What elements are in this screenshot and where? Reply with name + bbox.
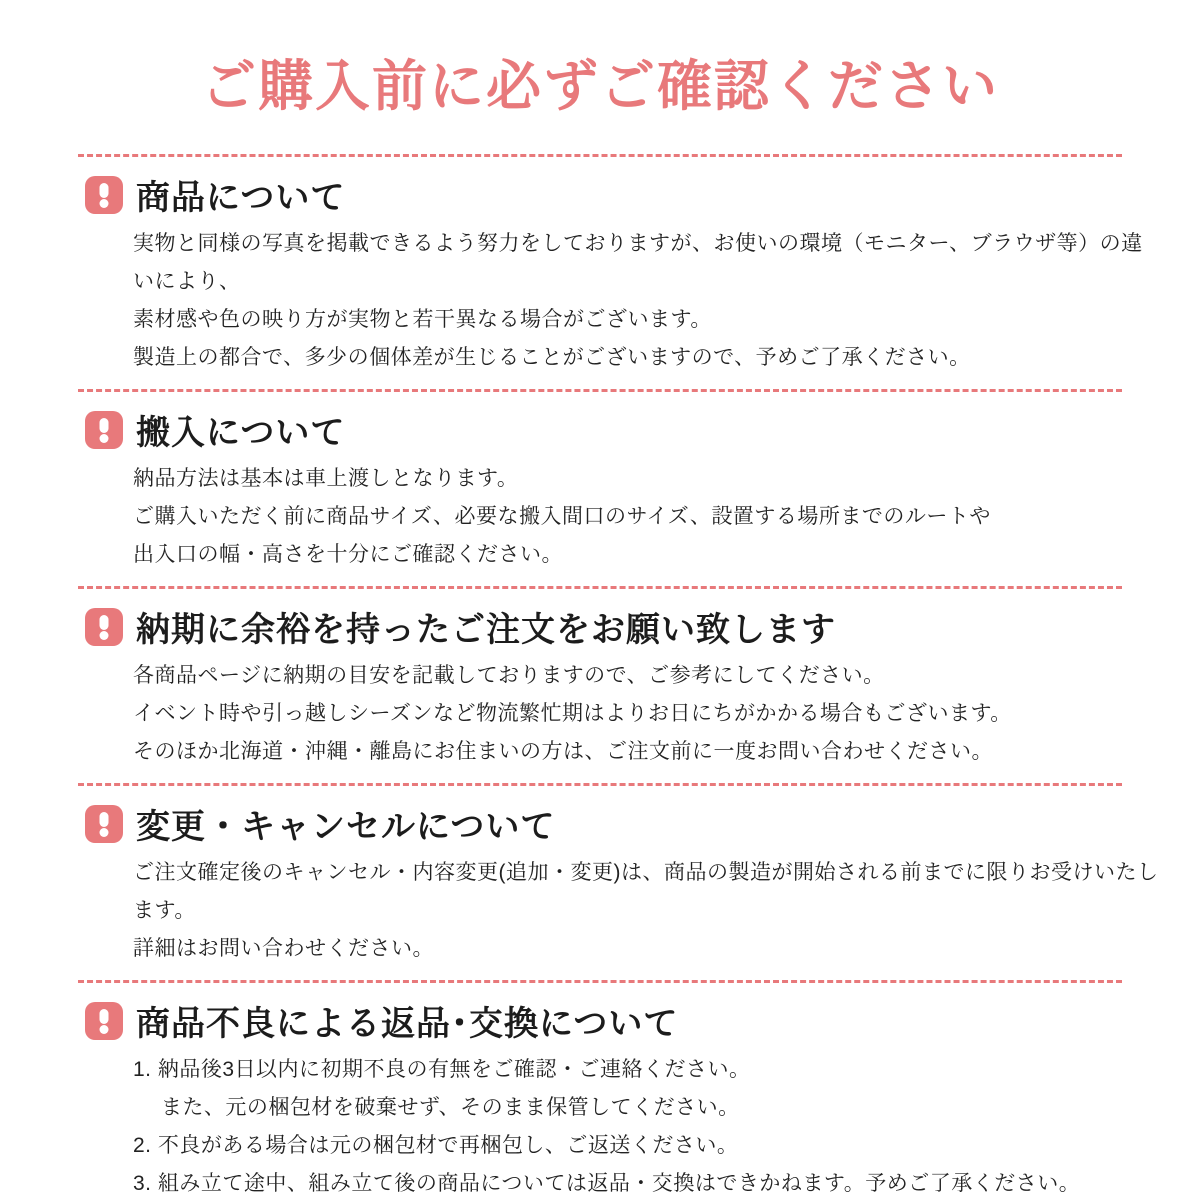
section-heading-row	[85, 175, 1200, 215]
section-body	[133, 657, 1160, 771]
body-line: ご注文確定後のキャンセル・内容変更(追加・変更)は、商品の製造が開始される前までに限りお受けいたします。	[133, 860, 1159, 922]
body-line: また、元の梱包材を破棄せず、そのまま保管してください。	[133, 1095, 740, 1119]
section-heading: 納期に余裕を持ったご注文をお願い致します	[136, 611, 836, 649]
section-heading: 商品不良による返品･交換について	[136, 1005, 679, 1043]
dashed-divider	[78, 389, 1122, 392]
section-body	[133, 854, 1160, 968]
dashed-divider	[78, 783, 1122, 786]
section-returns-exchange	[0, 1001, 1200, 1203]
section-heading-row	[85, 804, 1200, 844]
exclamation-dot	[100, 434, 109, 443]
section-cancellation	[0, 804, 1200, 983]
body-line: 1. 納品後3日以内に初期不良の有無をご確認・ご連絡ください。	[133, 1057, 751, 1081]
section-heading-row	[85, 1001, 1200, 1041]
section-heading-row	[85, 607, 1200, 647]
section-heading: 変更・キャンセルについて	[136, 808, 556, 846]
section-product-info	[0, 175, 1200, 392]
section-lead-time	[0, 607, 1200, 786]
body-line: 素材感や色の映り方が実物と若干異なる場合がございます。	[133, 307, 712, 331]
section-body	[133, 1051, 1160, 1203]
exclamation-icon	[85, 1002, 123, 1040]
exclamation-dot	[100, 828, 109, 837]
body-line: 納品方法は基本は車上渡しとなります。	[133, 466, 519, 490]
section-heading: 商品について	[136, 179, 346, 217]
body-line: 実物と同様の写真を掲載できるよう努力をしておりますが、お使いの環境（モニター、ブラウザ等）の違いにより、	[133, 231, 1143, 293]
exclamation-dot	[100, 631, 109, 640]
section-heading: 搬入について	[136, 414, 346, 452]
exclamation-bar	[100, 183, 109, 198]
dashed-divider	[78, 586, 1122, 589]
exclamation-dot	[100, 1025, 109, 1034]
section-carry-in	[0, 410, 1200, 589]
dashed-divider	[78, 154, 1122, 157]
body-line: 2. 不良がある場合は元の梱包材で再梱包し、ご返送ください。	[133, 1133, 739, 1157]
exclamation-bar	[100, 812, 109, 827]
exclamation-icon	[85, 176, 123, 214]
body-line: 製造上の都合で、多少の個体差が生じることがございますので、予めご了承ください。	[133, 345, 971, 369]
exclamation-dot	[100, 199, 109, 208]
section-heading-row	[85, 410, 1200, 450]
body-line: 詳細はお問い合わせください。	[133, 936, 434, 960]
exclamation-bar	[100, 1009, 109, 1024]
section-body	[133, 225, 1160, 377]
body-line: イベント時や引っ越しシーズンなど物流繁忙期はよりお日にちがかかる場合もございます。	[133, 701, 1012, 725]
body-line: 出入口の幅・高さを十分にご確認ください。	[133, 542, 563, 566]
body-line: そのほか北海道・沖縄・離島にお住まいの方は、ご注文前に一度お問い合わせください。	[133, 739, 993, 763]
body-line: 3. 組み立て途中、組み立て後の商品については返品・交換はできかねます。予めご了承ください。	[133, 1171, 1081, 1195]
exclamation-icon	[85, 608, 123, 646]
section-body	[133, 460, 1160, 574]
body-line: ご購入いただく前に商品サイズ、必要な搬入間口のサイズ、設置する場所までのルートや	[133, 504, 991, 528]
page-title: ご購入前に必ずご確認ください	[200, 55, 999, 117]
body-line: 各商品ページに納期の目安を記載しておりますので、ご参考にしてください。	[133, 663, 885, 687]
exclamation-icon	[85, 805, 123, 843]
dashed-divider	[78, 980, 1122, 983]
exclamation-bar	[100, 615, 109, 630]
exclamation-bar	[100, 418, 109, 433]
exclamation-icon	[85, 411, 123, 449]
